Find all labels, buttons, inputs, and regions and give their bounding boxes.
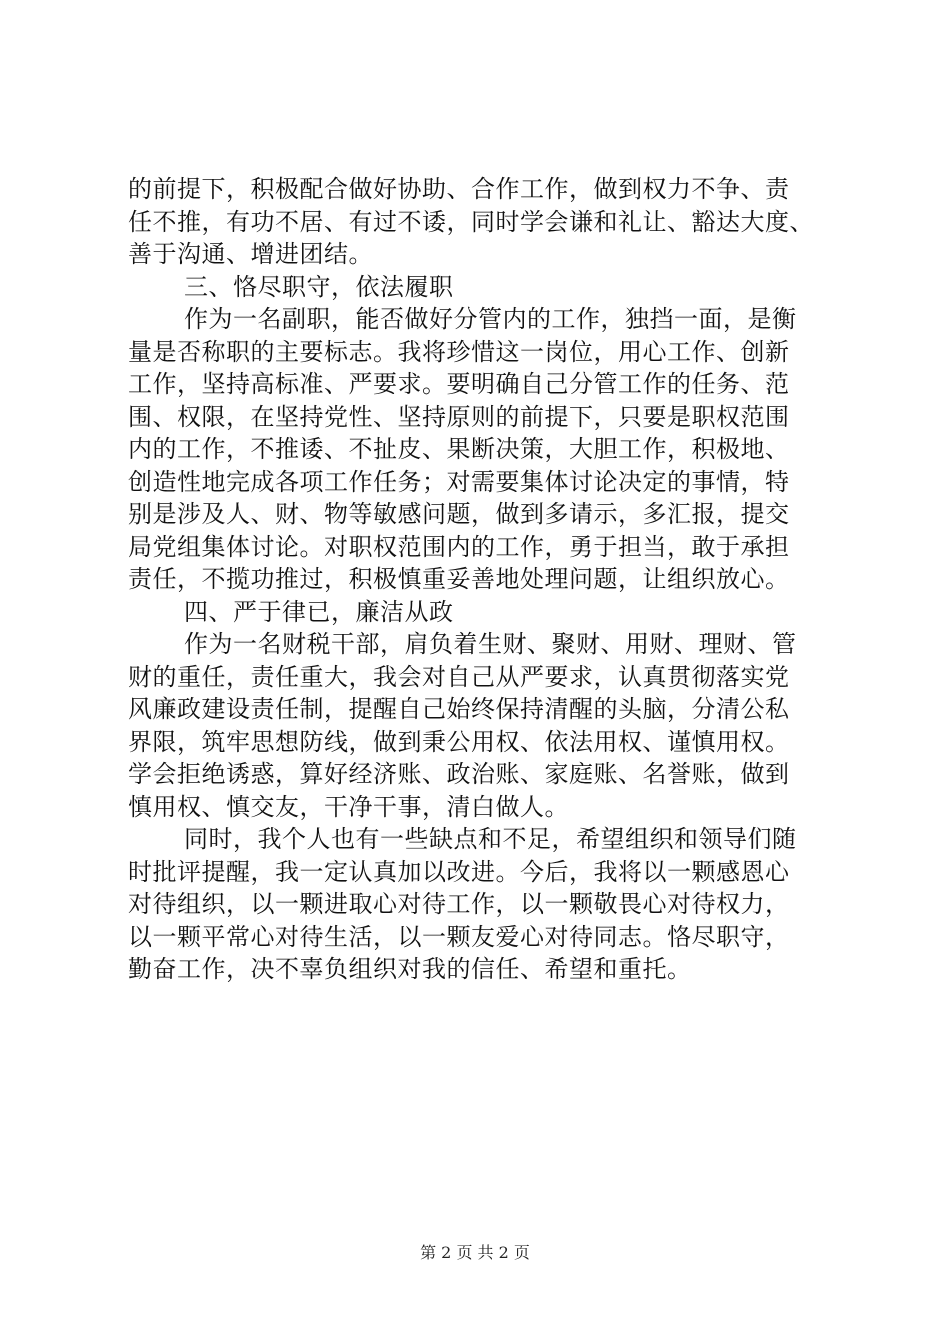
paragraph-line: 以一颗平常心对待生活，以一颗友爱心对待同志。恪尽职守， <box>128 922 790 951</box>
paragraph-line-indented: 四、严于律已，廉洁从政 <box>184 597 454 626</box>
paragraph-line: 界限，筑牢思想防线，做到秉公用权、依法用权、谨慎用权。 <box>128 727 790 756</box>
paragraph-line: 别是涉及人、财、物等敏感问题，做到多请示，多汇报，提交 <box>128 500 790 528</box>
paragraph-line-indented: 三、恪尽职守，依法履职 <box>184 272 454 301</box>
paragraph-line: 对待组织，以一颗进取心对待工作，以一颗敬畏心对待权力， <box>128 890 790 918</box>
paragraph-line: 勤奋工作，决不辜负组织对我的信任、希望和重托。 <box>128 955 692 983</box>
paragraph-line: 责任，不揽功推过，积极慎重妥善地处理问题，让组织放心。 <box>128 565 790 593</box>
paragraph-line-indented: 作为一名财税干部，肩负着生财、聚财、用财、理财、管 <box>184 630 797 658</box>
paragraph-line: 时批评提醒，我一定认真加以改进。今后，我将以一颗感恩心 <box>128 857 790 886</box>
paragraph-line: 围、权限，在坚持党性、坚持原则的前提下，只要是职权范围 <box>128 402 790 431</box>
paragraph-line: 工作，坚持高标准、严要求。要明确自己分管工作的任务、范 <box>128 370 790 398</box>
paragraph-line: 局党组集体讨论。对职权范围内的工作，勇于担当，敢于承担 <box>128 532 790 561</box>
paragraph-line: 学会拒绝诱惑，算好经济账、政治账、家庭账、名誉账，做到 <box>128 760 790 788</box>
paragraph-line: 内的工作，不推诿、不扯皮、果断决策，大胆工作，积极地、 <box>128 435 790 463</box>
paragraph-line-indented: 作为一名副职，能否做好分管内的工作，独挡一面，是衡 <box>184 305 797 333</box>
paragraph-line: 创造性地完成各项工作任务；对需要集体讨论决定的事情，特 <box>128 467 790 496</box>
paragraph-line: 慎用权、慎交友，干净干事，清白做人。 <box>128 792 569 821</box>
paragraph-line: 量是否称职的主要标志。我将珍惜这一岗位，用心工作、创新 <box>128 337 790 366</box>
paragraph-line-indented: 同时，我个人也有一些缺点和不足，希望组织和领导们随 <box>184 825 797 853</box>
paragraph-line: 任不推，有功不居、有过不诿，同时学会谦和礼让、豁达大度、 <box>128 207 814 236</box>
paragraph-line: 风廉政建设责任制，提醒自己始终保持清醒的头脑，分清公私 <box>128 695 790 723</box>
paragraph-line: 善于沟通、增进团结。 <box>128 240 373 268</box>
document-body <box>128 173 848 986</box>
paragraph-line: 的前提下，积极配合做好协助、合作工作，做到权力不争、责 <box>128 175 790 203</box>
page-footer: 第 2 页 共 2 页 <box>420 1243 530 1262</box>
paragraph-line: 财的重任，责任重大，我会对自己从严要求，认真贯彻落实党 <box>128 662 790 691</box>
